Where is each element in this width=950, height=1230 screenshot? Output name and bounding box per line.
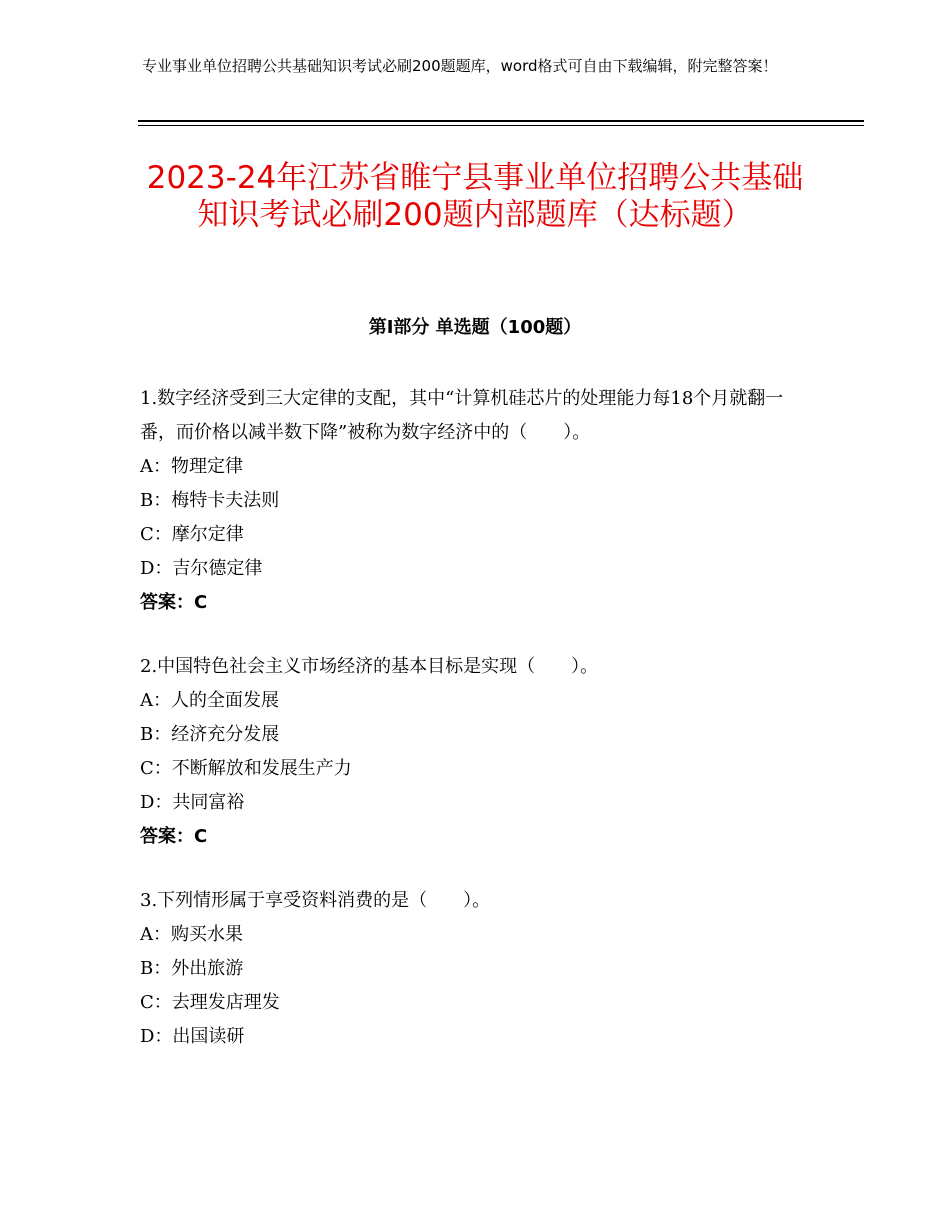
option-c: C：摩尔定律 (140, 524, 244, 545)
header-note: 专业事业单位招聘公共基础知识考试必刷200题题库，word格式可自由下载编辑，附完整答案！ (142, 57, 778, 75)
header-rule-thick (138, 120, 864, 122)
option-b: B：经济充分发展 (140, 724, 280, 745)
option-d: D：共同富裕 (140, 792, 245, 813)
option-b: B：外出旅游 (140, 958, 244, 979)
document-title: 2023-24年江苏省睢宁县事业单位招聘公共基础知识考试必刷200题内部题库（达标题） (146, 160, 804, 233)
header-rule-thin (138, 125, 864, 126)
question-text: 1.数字经济受到三大定律的支配，其中“计算机硅芯片的处理能力每18个月就翻一番，而价格以减半数下降”被称为数字经济中的（ ）。 (140, 388, 784, 443)
question-text: 2.中国特色社会主义市场经济的基本目标是实现（ ）。 (140, 656, 599, 677)
question-1 (140, 382, 810, 620)
option-c: C：不断解放和发展生产力 (140, 758, 352, 779)
option-c: C：去理发店理发 (140, 992, 280, 1013)
option-b: B：梅特卡夫法则 (140, 490, 280, 511)
question-text: 3.下列情形属于享受资料消费的是（ ）。 (140, 890, 491, 911)
question-3 (140, 884, 810, 1054)
option-a: A：购买水果 (140, 924, 243, 945)
section-heading: 第Ⅰ部分 单选题（100题） (368, 317, 582, 338)
question-2 (140, 650, 810, 854)
question-list (140, 382, 810, 1084)
option-a: A：物理定律 (140, 456, 243, 477)
option-d: D：吉尔德定律 (140, 558, 263, 579)
option-d: D：出国读研 (140, 1026, 245, 1047)
answer: 答案：C (140, 592, 208, 613)
option-a: A：人的全面发展 (140, 690, 279, 711)
answer: 答案：C (140, 826, 208, 847)
